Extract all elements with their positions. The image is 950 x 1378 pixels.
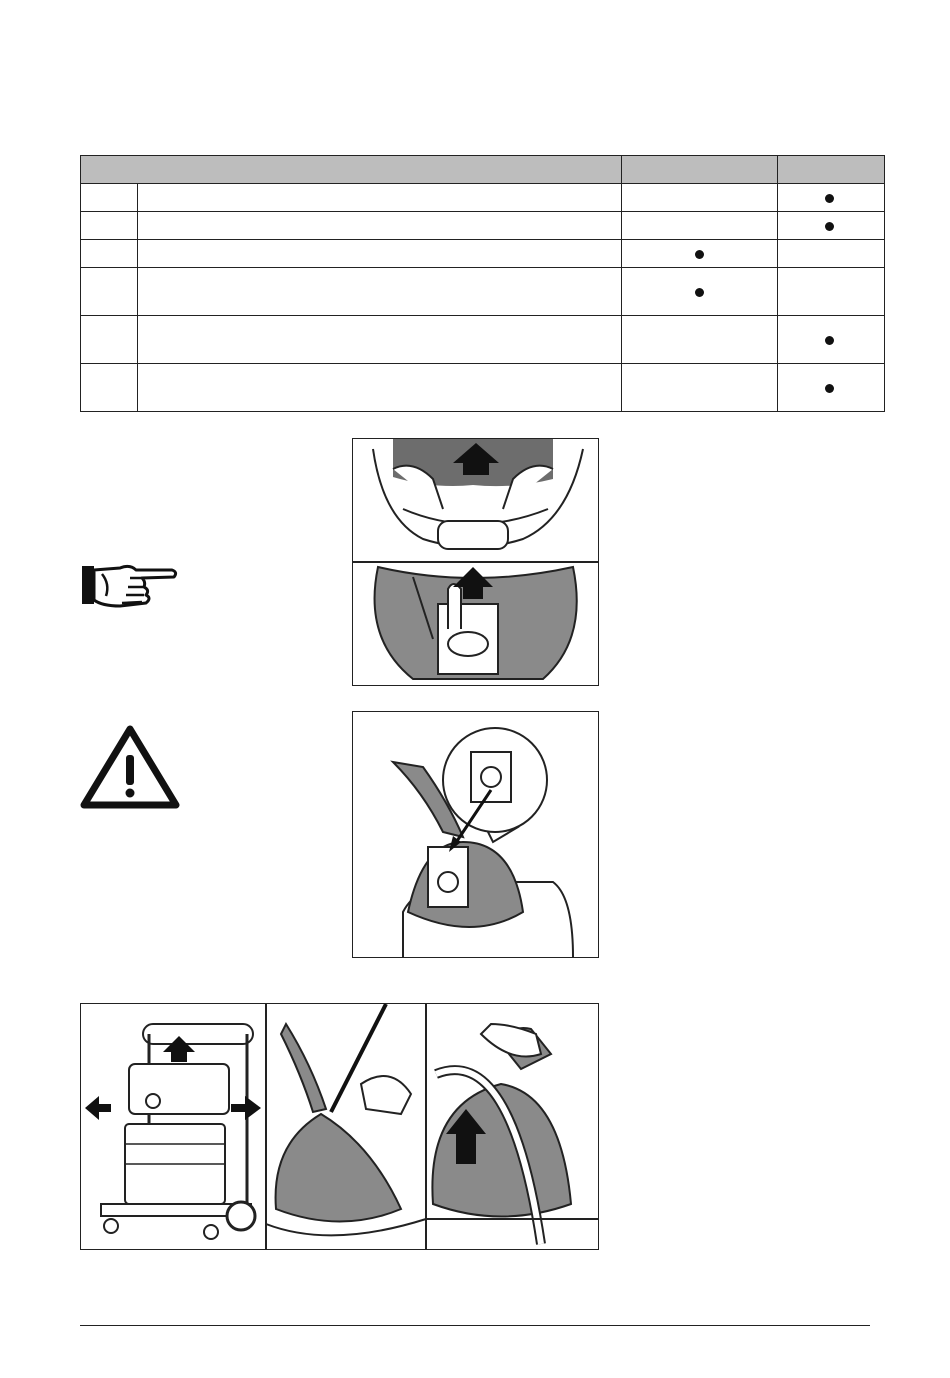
- pointing-hand-icon: [80, 560, 180, 610]
- cell-task: [138, 316, 622, 363]
- cell-col-a: [622, 364, 778, 412]
- cell-col-b: [778, 240, 886, 267]
- warning-triangle-icon: [80, 725, 180, 809]
- cell-number: [81, 364, 138, 412]
- header-cell-task: [81, 156, 622, 183]
- cell-col-b: [778, 268, 886, 315]
- maintenance-table: [80, 155, 885, 412]
- cell-task: [138, 184, 622, 211]
- cell-task: [138, 240, 622, 267]
- check-dot-col-b: [825, 194, 834, 203]
- table-row: [81, 316, 884, 364]
- table-row: [81, 364, 884, 412]
- check-dot-col-b: [825, 222, 834, 231]
- illustration-empty-container: [80, 1003, 599, 1250]
- cell-number: [81, 316, 138, 363]
- table-row: [81, 184, 884, 212]
- cell-task: [138, 364, 622, 412]
- cell-col-a: [622, 316, 778, 363]
- check-dot-col-a: [695, 250, 704, 259]
- cell-number: [81, 268, 138, 315]
- check-dot-col-a: [695, 288, 704, 297]
- header-cell-col-b: [778, 156, 886, 183]
- cell-col-a: [622, 212, 778, 239]
- table-row: [81, 268, 884, 316]
- table-header-row: [81, 156, 884, 184]
- check-dot-col-b: [825, 336, 834, 345]
- cell-col-a: [622, 184, 778, 211]
- illustration-close-bag: [352, 711, 599, 958]
- cell-task: [138, 268, 622, 315]
- cell-task: [138, 212, 622, 239]
- cell-number: [81, 212, 138, 239]
- check-dot-col-b: [825, 384, 834, 393]
- footer-rule: [80, 1325, 870, 1326]
- cell-number: [81, 184, 138, 211]
- header-cell-col-a: [622, 156, 778, 183]
- table-row: [81, 240, 884, 268]
- cell-number: [81, 240, 138, 267]
- illustration-remove-bag: [352, 438, 599, 686]
- table-row: [81, 212, 884, 240]
